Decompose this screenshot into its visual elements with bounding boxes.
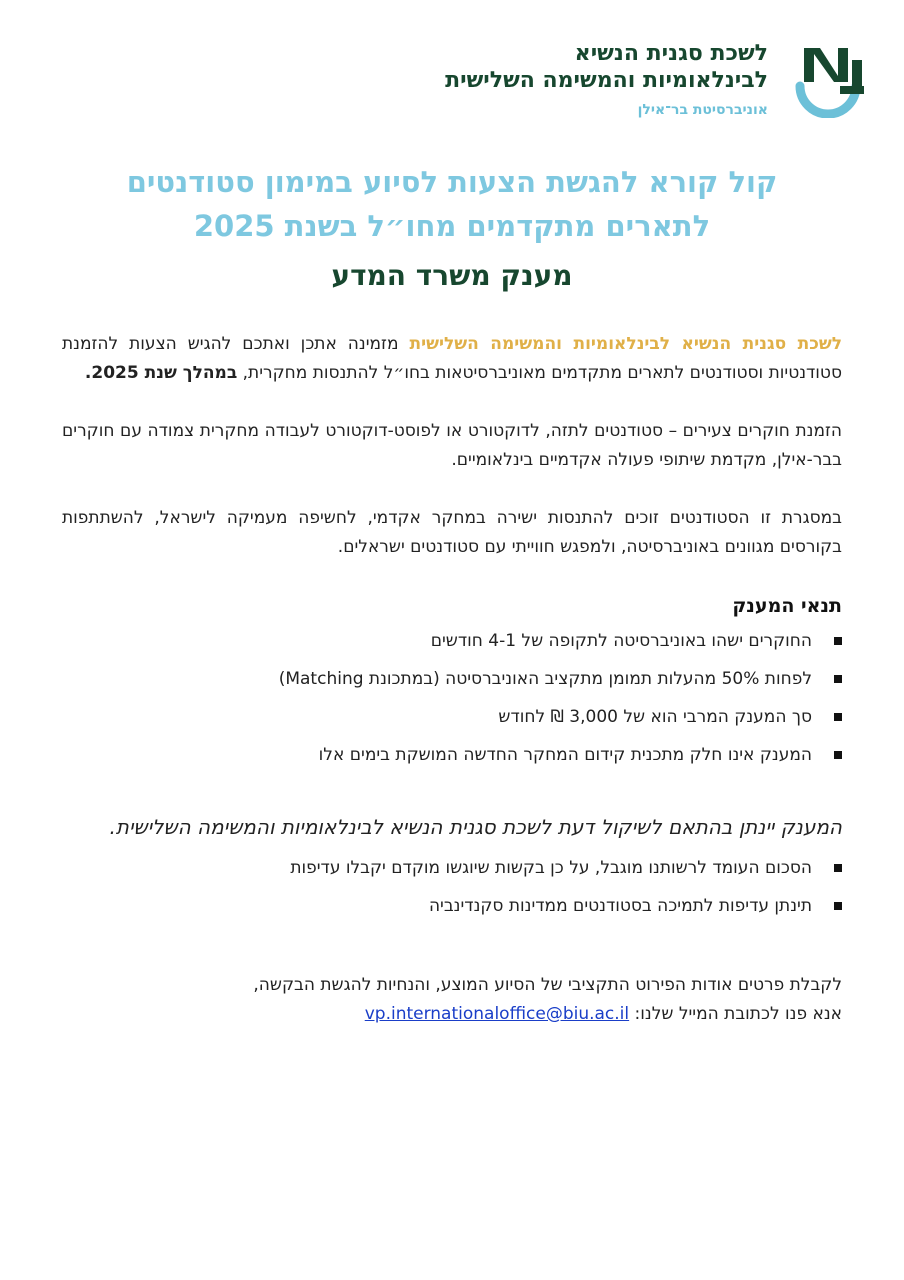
square-bullet-icon (834, 902, 842, 910)
discretion-note: המענק יינתן בהתאם לשיקול דעת לשכת סגנית הנשיא לבינלאומיות והמשימה השלישית. (109, 815, 842, 839)
contact-prefix: אנא פנו לכתובת המייל שלנו: (629, 1004, 842, 1024)
university-name: אוניברסיטת בר־אילן (637, 102, 768, 118)
intro-bold-tail: במהלך שנת 2025. (84, 363, 238, 383)
square-bullet-icon (834, 751, 842, 759)
header (445, 40, 866, 120)
title-line-1: קול קורא להגשת הצעות לסיוע במימון סטודנטים (126, 165, 778, 199)
contact-line-1: לקבלת פרטים אודות הפירוט התקציבי של הסיוע המוצע, והנחיות להגשת הבקשה, (253, 975, 842, 995)
condition-text: סך המענק המרבי הוא של 3,000 ₪ לחודש (498, 707, 812, 727)
email-link[interactable]: vp.internationaloffice@biu.ac.il (364, 1004, 630, 1024)
square-bullet-icon (834, 713, 842, 721)
square-bullet-icon (834, 637, 842, 645)
intro-text: מזמינה אתכן ואתכם להגיש הצעות להזמנת סטודנטיות וסטודנטים לתארים מתקדמים מאוניברסיטאות בחו״ל להתנסות מחקרית, (62, 334, 842, 383)
square-bullet-icon (834, 675, 842, 683)
condition-text: החוקרים ישהו באוניברסיטה לתקופה של 4-1 חודשים (430, 631, 812, 651)
org-line-1: לשכת סגנית הנשיא (574, 41, 768, 66)
list-item (62, 892, 842, 921)
conditions-heading: תנאי המענק (732, 595, 842, 617)
contact-block (62, 971, 842, 1029)
priority-text: תינתן עדיפות לתמיכה בסטודנטים ממדינות סקנדינביה (428, 896, 812, 916)
list-item (62, 703, 842, 732)
subtitle: מענק משרד המדע (331, 259, 573, 292)
org-line-2: לבינלאומיות והמשימה השלישית (445, 68, 768, 93)
list-item (62, 627, 842, 656)
list-item (62, 741, 842, 770)
square-bullet-icon (834, 864, 842, 872)
intro-paragraph (62, 330, 842, 388)
title-block (40, 160, 864, 296)
priority-list (62, 854, 842, 921)
contact-line-2 (62, 1000, 842, 1029)
researchers-paragraph: הזמנת חוקרים צעירים – סטודנטים לתזה, לדוקטורט או לפוסט-דוקטורט לעבודה מחקרית צמודה עם חוקרים בבר-אילן, מקדמת שיתופי פעולה אקדמיים בינלאומיים. (62, 421, 842, 470)
conditions-list (62, 627, 842, 770)
condition-text: המענק אינו חלק מתכנית קידום המחקר החדשה המושקת בימים אלו (318, 745, 812, 765)
organization-name (445, 40, 768, 120)
benefits-paragraph: במסגרת זו הסטודנטים זוכים להתנסות ישירה במחקר אקדמי, לחשיפה מעמיקה לישראל, להשתתפות בקורסים מגוונים באוניברסיטה, ולמפגש חווייתי עם סטודנטים ישראלים. (62, 508, 842, 557)
list-item (62, 665, 842, 694)
priority-text: הסכום העומד לרשותנו מוגבל, על כן בקשות שיוגשו מוקדם יקבלו עדיפות (290, 858, 812, 878)
list-item (62, 854, 842, 883)
title-line-2: לתארים מתקדמים מחו״ל בשנת 2025 (193, 209, 711, 243)
bar-ilan-logo-icon (790, 42, 866, 118)
body-content (62, 330, 842, 1029)
office-name-highlight: לשכת סגנית הנשיא לבינלאומיות והמשימה השלישית (409, 334, 843, 354)
condition-text: לפחות 50% מהעלות תמומן מתקציב האוניברסיטה (במתכונת Matching) (278, 669, 812, 689)
